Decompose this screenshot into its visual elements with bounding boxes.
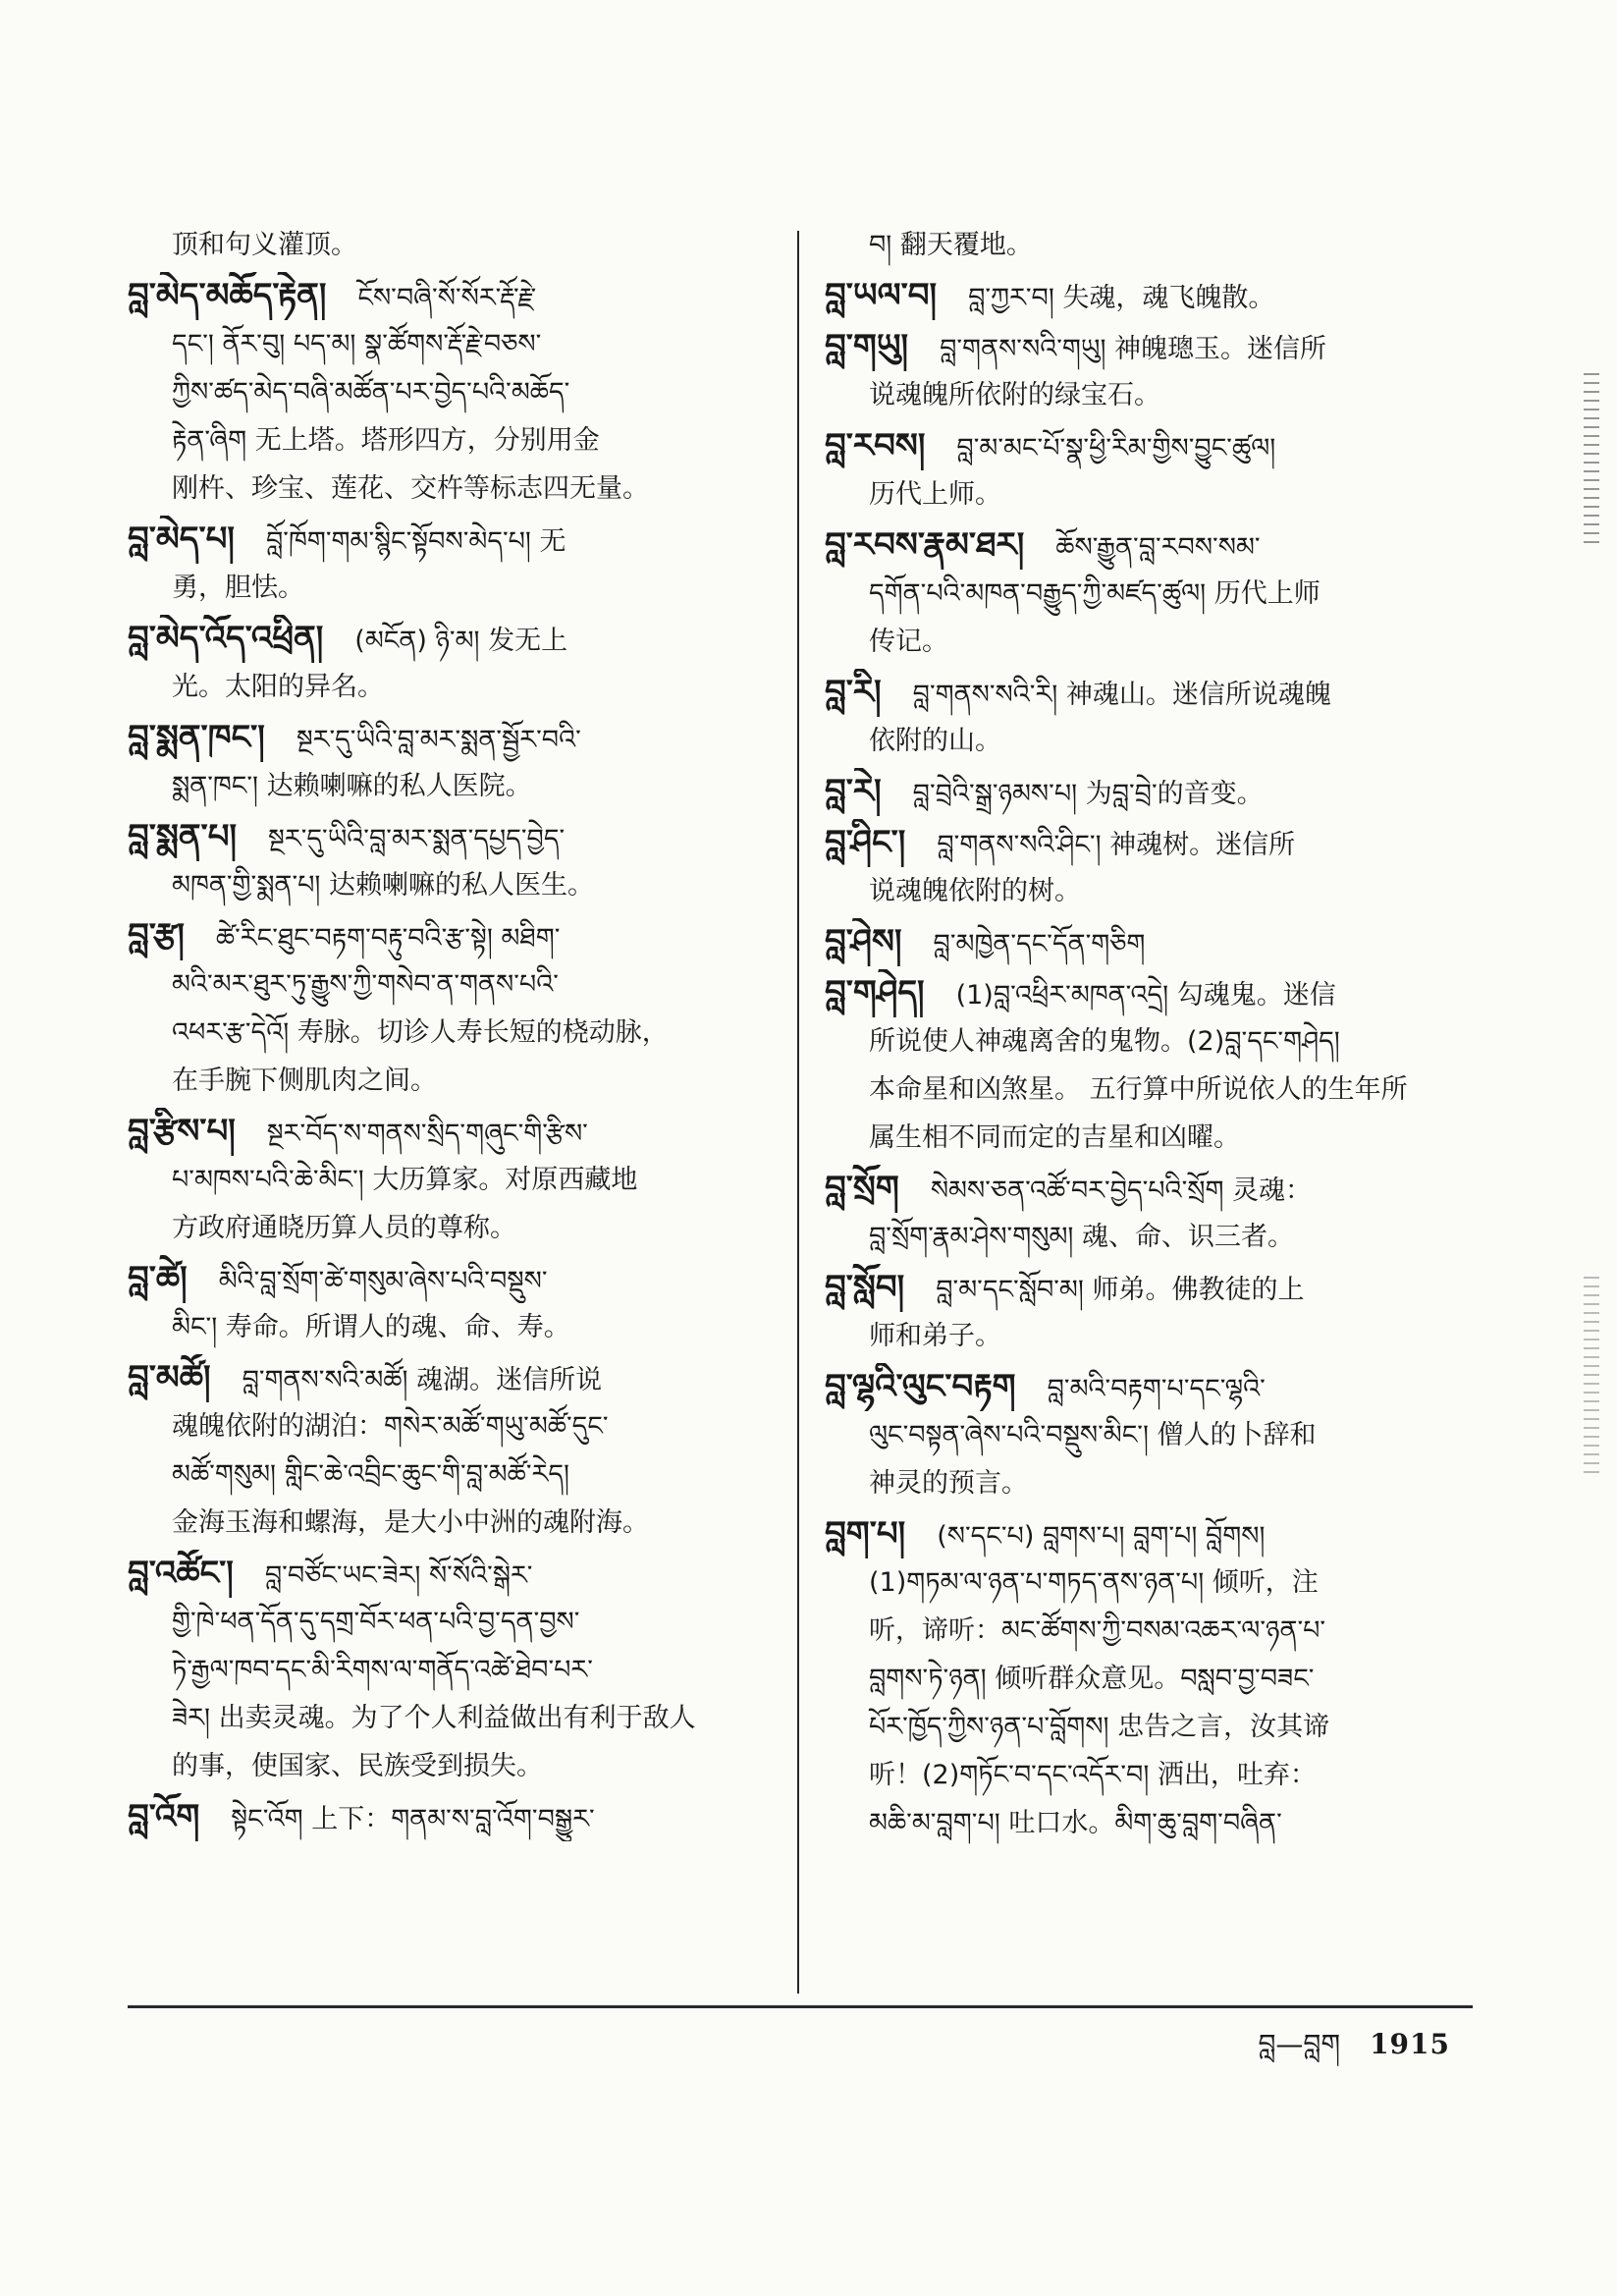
entry-line xyxy=(128,1009,781,1057)
entry-line xyxy=(825,323,1478,371)
entry-text: བླ་གནས་སའི་གཡུ། 神魄璁玉。迷信所 xyxy=(940,334,1327,364)
entry-text: (1)གཏམ་ལ་ཉན་པ་གཏད་ནས་ཉན་པ། 倾听，注 xyxy=(869,1567,1319,1598)
entry-line xyxy=(825,272,1478,320)
entry-line xyxy=(128,221,781,269)
right-column xyxy=(825,221,1478,1850)
entry-text: ཏེ་རྒྱལ་ཁབ་དང་མི་རིགས་ལ་གནོད་འཚེ་ཐེབ་པར་ xyxy=(172,1655,593,1685)
entry-line xyxy=(825,669,1478,717)
entry-text: མཚོ་གསུམ། གླིང་ཆེ་འབྲིང་ཆུང་གི་བླ་མཚོ་རེད། xyxy=(172,1459,569,1490)
entry-headword: བླ་མཚོ། xyxy=(128,1358,211,1397)
entry-line xyxy=(128,1354,781,1402)
entry-text: 所说使人神魂离舍的鬼物。(2)བླ་དང་གཤེད། xyxy=(869,1026,1340,1057)
page-footer xyxy=(1258,2013,1450,2091)
entry-text: (ས་དང་པ) བླགས་པ། བླག་པ། བློགས། xyxy=(937,1521,1266,1552)
entry-text: 在手腕下侧肌肉之间。 xyxy=(172,1066,437,1096)
entry-headword: བླ་རི། xyxy=(825,673,882,712)
entry-line xyxy=(825,371,1478,419)
entry-line xyxy=(825,521,1478,570)
entry-text: མཆི་མ་བླག་པ། 吐口水。མིག་ཆུ་བླག་བཞིན་ xyxy=(869,1808,1282,1838)
entry-line xyxy=(825,1558,1478,1607)
entry-line xyxy=(825,1510,1478,1558)
entry-headword: བླ་ལྷའི་ལུང་བརྟག xyxy=(825,1367,1016,1406)
entry-headword: བླ་རེ། xyxy=(825,772,882,811)
entry-line xyxy=(128,1303,781,1351)
dictionary-entry xyxy=(128,714,781,810)
entry-headword: བླ་སྲོག xyxy=(825,1169,899,1208)
entry-text: བླ་མའི་བརྟག་པ་དང་ལྷའི་ xyxy=(1047,1374,1266,1404)
entry-text: སྔར་དུ་ཡིའི་བླ་མར་སྨན་སྦྱོར་བའི་ xyxy=(296,725,581,755)
entry-line xyxy=(128,1156,781,1204)
dictionary-entry xyxy=(825,768,1478,816)
entry-line xyxy=(128,714,781,762)
entry-text: ཟེར། 出卖灵魂。为了个人利益做出有利于敌人 xyxy=(172,1703,696,1733)
dictionary-entry xyxy=(825,1165,1478,1261)
entry-line xyxy=(128,1646,781,1694)
column-divider xyxy=(797,231,799,1994)
dictionary-entry xyxy=(825,918,1478,966)
entry-text: བླ་མ་དང་སློབ་མ། 师弟。佛教徒的上 xyxy=(936,1275,1305,1305)
entry-text: བླ་གནས་སའི་མཚོ། 魂湖。迷信所说 xyxy=(242,1365,603,1395)
entry-line xyxy=(825,1607,1478,1655)
left-column xyxy=(128,221,781,1844)
entry-line xyxy=(128,1255,781,1303)
entry-text: 说魂魄依附的树。 xyxy=(869,876,1081,906)
page-range: བླ—བླག xyxy=(1258,2028,1341,2060)
entry-line xyxy=(128,416,781,465)
entry-line xyxy=(825,969,1478,1017)
entry-line xyxy=(825,570,1478,618)
entry-line xyxy=(128,1057,781,1105)
entry-line xyxy=(825,1703,1478,1751)
entry-text: 勇，胆怯。 xyxy=(172,573,304,603)
entry-line xyxy=(128,1108,781,1156)
entry-text: (1)བླ་འཕྲིར་མཁན་འདྲེ། 勾魂鬼。迷信 xyxy=(955,980,1336,1011)
entry-line xyxy=(128,465,781,513)
entry-headword: བླ་མེད་འོད་འཕྲིན། xyxy=(128,619,324,658)
entry-line xyxy=(128,960,781,1009)
entry-text: བླ་ཀྱར་བ། 失魂，魂飞魄散。 xyxy=(968,283,1275,313)
entry-line xyxy=(825,717,1478,765)
entry-text: (མངོན) ཉི་མ། 发无上 xyxy=(354,626,568,656)
dictionary-entry xyxy=(825,669,1478,765)
entry-line xyxy=(128,1550,781,1598)
entry-text: ངོས་བཞི་སོ་སོར་རྡོ་རྗེ་ xyxy=(357,283,537,313)
entry-line xyxy=(825,1751,1478,1799)
entry-text: 魂魄依附的湖泊：གསེར་མཚོ་གཡུ་མཚོ་དུང་ xyxy=(172,1411,609,1442)
scan-edge-marks xyxy=(1584,373,1599,550)
entry-text: བླ་བཙོང་ཡང་ཟེར། སོ་སོའི་སྒེར་ xyxy=(264,1560,533,1591)
entry-headword: བླ་སྨན་པ། xyxy=(128,817,238,856)
dictionary-entry xyxy=(128,1793,781,1841)
dictionary-entry xyxy=(825,272,1478,320)
entry-text: 说魂魄所依附的绿宝石。 xyxy=(869,380,1160,410)
entry-line xyxy=(825,1264,1478,1312)
entry-line xyxy=(128,1694,781,1742)
entry-text: སེམས་ཅན་འཚོ་བར་བྱེད་པའི་སྲོག 灵魂： xyxy=(930,1175,1313,1206)
dictionary-entry xyxy=(825,819,1478,915)
entry-headword: བླག་པ། xyxy=(825,1514,906,1554)
entry-text: 方政府通晓历算人员的尊称。 xyxy=(172,1213,516,1243)
entry-line xyxy=(825,221,1478,269)
entry-line xyxy=(825,1165,1478,1213)
entry-text: 依附的山。 xyxy=(869,726,1001,756)
entry-line xyxy=(128,320,781,368)
dictionary-entry xyxy=(825,1510,1478,1847)
entry-text: 听，谛听：མང་ཚོགས་ཀྱི་བསམ་འཆར་ལ་ཉན་པ་ xyxy=(869,1615,1326,1646)
entry-line xyxy=(128,1402,781,1450)
entry-headword: བླ་མེད་པ། xyxy=(128,519,235,559)
entry-headword: བླ་འོག xyxy=(128,1797,200,1836)
entry-text: 神灵的预言。 xyxy=(869,1468,1028,1499)
entry-line xyxy=(825,867,1478,915)
dictionary-entry xyxy=(825,422,1478,519)
entry-line xyxy=(128,1499,781,1547)
entry-text: པོར་ཁྱོད་ཀྱིས་ཉན་པ་བློགས། 忠告之言，汝其谛 xyxy=(869,1712,1330,1742)
dictionary-entry xyxy=(128,1108,781,1252)
entry-headword: བླ་རབས། xyxy=(825,426,926,465)
entry-line xyxy=(128,1793,781,1841)
entry-text: ཀྱིས་ཚད་མེད་བཞི་མཚོན་པར་བྱེད་པའི་མཆོད་ xyxy=(172,377,570,408)
entry-text: ལུང་བསྟན་ཞེས་པའི་བསྡུས་མིང་། 僧人的卜辞和 xyxy=(869,1420,1317,1450)
entry-text: 的事，使国家、民族受到损失。 xyxy=(172,1751,543,1781)
entry-line xyxy=(128,1450,781,1499)
entry-text: གྱི་ཁེ་ཕན་དོན་དུ་དགྲ་བོར་ཕན་པའི་བྱ་དན་བྱས་ xyxy=(172,1607,580,1637)
entry-text: མིའི་བླ་སྲོག་ཚེ་གསུམ་ཞེས་པའི་བསྡུས་ xyxy=(218,1266,548,1296)
entry-headword: བླ་རབས་རྣམ་ཐར། xyxy=(825,525,1025,565)
scan-edge-marks xyxy=(1584,1277,1599,1473)
entry-line xyxy=(825,1655,1478,1703)
dictionary-entry xyxy=(825,221,1478,269)
dictionary-entry xyxy=(825,1363,1478,1507)
entry-text: སྔར་བོད་ས་གནས་སྲིད་གཞུང་གི་རྩིས་ xyxy=(266,1119,588,1149)
entry-text: འཕར་རྩ་དེའོ། 寿脉。切诊人寿长短的桡动脉， xyxy=(172,1017,669,1048)
entry-line xyxy=(128,663,781,711)
entry-text: བླགས་ཏེ་ཉན། 倾听群众意见。བསླབ་བྱ་བཟང་ xyxy=(869,1664,1315,1694)
entry-line xyxy=(825,1114,1478,1162)
entry-text: བླ་མ་མང་པོ་སྣ་ཕྱི་རིམ་གྱིས་བྱུང་ཚུལ། xyxy=(956,433,1276,464)
entry-line xyxy=(128,762,781,810)
entry-line xyxy=(128,1598,781,1646)
entry-line xyxy=(825,1213,1478,1261)
entry-text: བླ་གནས་སའི་རི། 神魂山。迷信所说魂魄 xyxy=(912,680,1331,710)
entry-headword: བླ་མེད་མཆོད་རྟེན། xyxy=(128,276,327,315)
entry-line xyxy=(825,819,1478,867)
entry-line xyxy=(825,918,1478,966)
entry-text: སྔར་དུ་ཡིའི་བླ་མར་སྨན་དཔྱད་བྱེད་ xyxy=(268,824,566,854)
entry-line xyxy=(128,912,781,960)
entry-text: 光。太阳的异名。 xyxy=(172,672,384,702)
entry-text: 刚杵、珍宝、莲花、交杵等标志四无量。 xyxy=(172,473,649,504)
entry-text: 听！(2)གཏོང་བ་དང་འདོར་བ། 洒出，吐弃： xyxy=(869,1760,1317,1790)
entry-line xyxy=(825,618,1478,666)
entry-line xyxy=(128,368,781,416)
dictionary-entry xyxy=(128,221,781,269)
dictionary-entry xyxy=(128,912,781,1105)
entry-line xyxy=(128,615,781,663)
entry-line xyxy=(128,1204,781,1252)
dictionary-entry xyxy=(825,969,1478,1162)
entry-line xyxy=(825,1459,1478,1507)
entry-headword: བླ་ཡལ་བ། xyxy=(825,276,938,315)
dictionary-entry xyxy=(128,615,781,711)
entry-text: ཚེ་རིང་ཐུང་བརྟག་བརྟུ་བའི་རྩ་སྟེ། མཐིག་ xyxy=(215,923,561,954)
entry-text: དང་། ནོར་བུ། པད་མ། སྣ་ཚོགས་རྡོ་རྗེ་བཅས་ xyxy=(172,329,542,359)
entry-headword: བླ་གཡུ། xyxy=(825,327,909,366)
entry-line xyxy=(825,768,1478,816)
entry-line xyxy=(825,1411,1478,1459)
dictionary-entry xyxy=(128,272,781,513)
entry-text: བླ་གནས་སའི་ཤིང་། 神魂树。迷信所 xyxy=(937,830,1296,860)
dictionary-entry xyxy=(825,1264,1478,1360)
entry-text: 传记。 xyxy=(869,627,948,657)
entry-text: བློ་ཁོག་གམ་སྙིང་སྟོབས་མེད་པ། 无 xyxy=(265,526,566,557)
entry-line xyxy=(128,272,781,320)
dictionary-entry xyxy=(128,1354,781,1547)
entry-text: རྟེན་ཞིག 无上塔。塔形四方，分别用金 xyxy=(172,425,600,456)
entry-line xyxy=(128,861,781,909)
entry-headword: བླ་ཤིང་། xyxy=(825,823,906,862)
entry-headword: བླ་ཤེས། xyxy=(825,922,902,961)
entry-line xyxy=(825,1799,1478,1847)
entry-headword: བླ་འཚོང་། xyxy=(128,1554,234,1593)
entry-text: བ། 翻天覆地。 xyxy=(869,230,1033,260)
dictionary-entry xyxy=(825,521,1478,666)
entry-line xyxy=(825,422,1478,470)
dictionary-entry xyxy=(128,1255,781,1351)
footer-rule xyxy=(128,2005,1473,2008)
entry-text: 师和弟子。 xyxy=(869,1321,1001,1351)
entry-text: སྟེང་འོག 上下：གནམ་ས་བླ་འོག་བསྒྱུར་ xyxy=(231,1804,595,1834)
entry-headword: བླ་སྨན་ཁང་། xyxy=(128,718,265,757)
entry-line xyxy=(825,1363,1478,1411)
entry-text: པ་མཁས་པའི་ཆེ་མིང་། 大历算家。对原西藏地 xyxy=(172,1165,638,1195)
entry-text: མའི་མར་ཐུར་ཏུ་རྒྱུས་ཀྱི་གསེབ་ན་གནས་པའི་ xyxy=(172,969,559,1000)
entry-text: 历代上师。 xyxy=(869,479,1001,510)
entry-headword: བླ་ཚེ། xyxy=(128,1259,188,1298)
entry-headword: བླ་རྩིས་པ། xyxy=(128,1112,236,1151)
entry-line xyxy=(825,1017,1478,1066)
entry-line xyxy=(825,1312,1478,1360)
entry-line xyxy=(128,813,781,861)
entry-text: བླ་མཁྱེན་དང་དོན་གཅིག xyxy=(933,929,1146,959)
page-number: 1915 xyxy=(1370,2028,1450,2060)
entry-text: 本命星和凶煞星。 五行算中所说依人的生年所 xyxy=(869,1074,1408,1105)
entry-text: མིང་། 寿命。所谓人的魂、命、寿。 xyxy=(172,1312,570,1342)
entry-text: 金海玉海和螺海，是大小中洲的魂附海。 xyxy=(172,1507,649,1538)
entry-headword: བླ་གཤེད། xyxy=(825,973,925,1012)
dictionary-entry xyxy=(128,813,781,909)
dictionary-entry xyxy=(128,1550,781,1790)
entry-line xyxy=(128,516,781,564)
entry-line xyxy=(128,564,781,612)
entry-line xyxy=(825,470,1478,519)
entry-headword: བླ་སློབ། xyxy=(825,1268,905,1307)
dictionary-entry xyxy=(825,323,1478,419)
entry-line xyxy=(128,1742,781,1790)
entry-text: བླ་སྲོག་རྣམ་ཤེས་གསུམ། 魂、命、识三者。 xyxy=(869,1222,1294,1252)
entry-line xyxy=(825,1066,1478,1114)
entry-text: ཆོས་རྒྱུན་བླ་རབས་སམ་ xyxy=(1055,532,1261,563)
entry-text: 顶和句义灌顶。 xyxy=(172,230,357,260)
entry-text: མཁན་གྱི་སྨན་པ། 达赖喇嘛的私人医生。 xyxy=(172,870,594,901)
entry-text: 属生相不同而定的吉星和凶曜。 xyxy=(869,1122,1240,1153)
entry-text: སྨན་ཁང་། 达赖喇嘛的私人医院。 xyxy=(172,771,532,801)
dictionary-entry xyxy=(128,516,781,612)
entry-headword: བླ་རྩ། xyxy=(128,916,185,956)
entry-text: དགོན་པའི་མཁན་བརྒྱུད་ཀྱི་མཛད་ཚུལ། 历代上师 xyxy=(869,578,1321,609)
entry-text: བླ་བྲེའི་སྒྲ་ཉམས་པ། 为བླ་བྲེ་的音变。 xyxy=(912,779,1264,809)
